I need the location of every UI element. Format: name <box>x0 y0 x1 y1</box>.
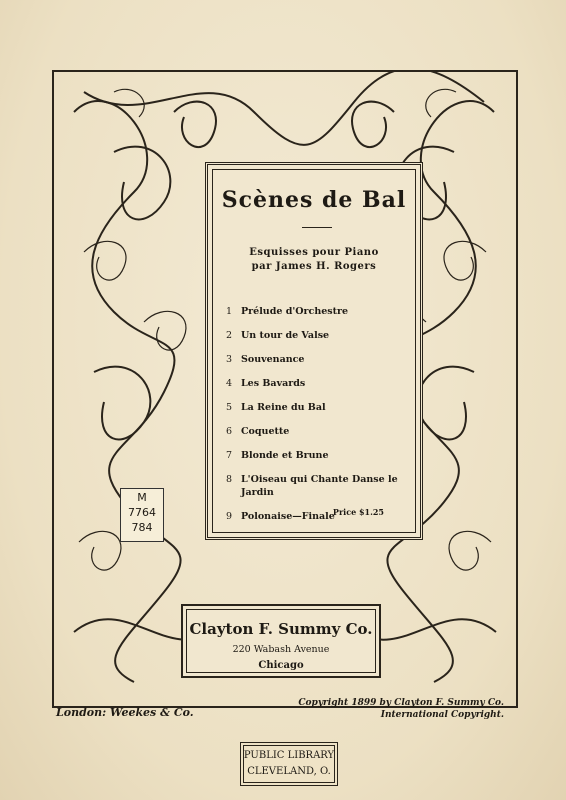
list-item <box>226 353 422 366</box>
subtitle-line2: par James H. Rogers <box>251 261 377 272</box>
call-number-line1: M <box>137 491 147 504</box>
piece-list <box>226 305 422 534</box>
list-item <box>226 473 422 499</box>
piece-number: 9 <box>226 511 233 522</box>
list-item <box>226 510 422 523</box>
piece-number: 6 <box>226 426 233 437</box>
list-item <box>226 305 422 318</box>
stamp-line1: PUBLIC LIBRARY <box>243 750 335 761</box>
piece-number: 5 <box>226 402 233 413</box>
publisher-address: 220 Wabash Avenue <box>232 644 330 655</box>
piece-title: Polonaise—Finale <box>241 511 335 522</box>
copyright-notice <box>294 697 504 721</box>
piece-number: 1 <box>226 306 233 317</box>
piece-title: Coquette <box>241 426 290 437</box>
list-item <box>226 449 422 462</box>
piece-title: La Reine du Bal <box>241 402 326 413</box>
publisher-box <box>181 604 381 678</box>
piece-title: Prélude d'Orchestre <box>241 306 349 317</box>
piece-number: 2 <box>226 330 233 341</box>
call-number-label <box>120 488 164 542</box>
piece-title: L'Oiseau qui Chante Danse le Jardin <box>241 474 398 498</box>
title-rule <box>302 227 332 228</box>
title-panel <box>205 162 423 540</box>
list-item <box>226 329 422 342</box>
piece-number: 8 <box>226 474 233 485</box>
piece-title: Les Bavards <box>241 378 306 389</box>
publisher-city: Chicago <box>258 660 304 671</box>
library-stamp <box>240 742 338 786</box>
copyright-line1: Copyright 1899 by Clayton F. Summy Co. <box>298 698 504 708</box>
price-label: Price $1.25 <box>332 507 384 517</box>
piece-number: 7 <box>226 450 233 461</box>
piece-number: 4 <box>226 378 233 389</box>
list-item <box>226 377 422 390</box>
subtitle-line1: Esquisses pour Piano <box>249 247 379 258</box>
piece-title: Blonde et Brune <box>241 450 329 461</box>
list-item <box>226 401 422 414</box>
stamp-line2: CLEVELAND, O. <box>247 766 331 777</box>
call-number-line3: 784 <box>131 521 153 534</box>
list-item <box>226 425 422 438</box>
piece-title: Un tour de Valse <box>241 330 330 341</box>
london-agent: London: Weekes & Co. <box>56 706 194 719</box>
call-number-line2: 7764 <box>128 506 156 519</box>
cover-title: Scènes de Bal <box>221 187 407 213</box>
piece-title: Souvenance <box>241 354 305 365</box>
publisher-name: Clayton F. Summy Co. <box>189 620 373 638</box>
copyright-line2: International Copyright. <box>380 710 504 720</box>
piece-number: 3 <box>226 354 233 365</box>
